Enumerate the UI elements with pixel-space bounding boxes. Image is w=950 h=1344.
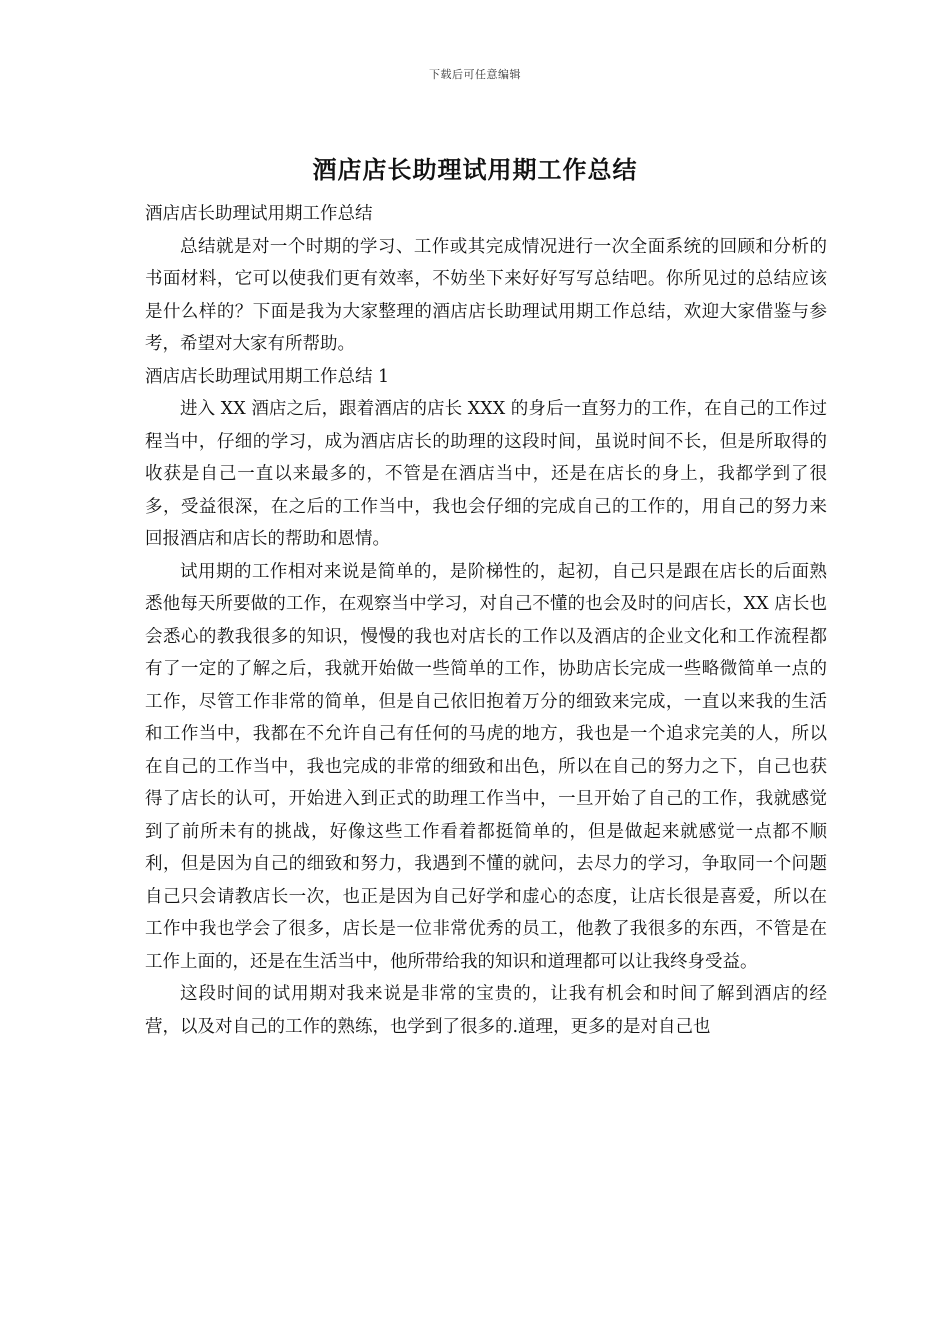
header-note: 下载后可任意编辑 — [429, 68, 521, 81]
intro-paragraph: 总结就是对一个时期的学习、工作或其完成情况进行一次全面系统的回顾和分析的书面材料，它可以使我们更有效率，不妨坐下来好好写写总结吧。你所见过的总结应该是什么样的？下面是我为大家整理的酒店店长助理试用期工作总结，欢迎大家借鉴与参考，希望对大家有所帮助。 — [145, 236, 827, 354]
subtitle-paragraph: 酒店店长助理试用期工作总结 — [145, 204, 373, 224]
section-heading: 酒店店长助理试用期工作总结 1 — [145, 366, 390, 387]
body-paragraph: 进入 XX 酒店之后，跟着酒店的店长 XXX 的身后一直努力的工作，在自己的工作过程当中，仔细的学习，成为酒店店长的助理的这段时间，虽说时间不长，但是所取得的收获是自己一直以来最多的，不管是在酒店当中，还是在店长的身上，我都学到了很多，受益很深，在之后的工作当中，我也会仔细的完成自己的工作的，用自己的努力来回报酒店和店长的帮助和恩情。 — [145, 399, 827, 549]
document-body — [145, 198, 827, 1043]
page-title: 酒店店长助理试用期工作总结 — [312, 155, 638, 184]
body-paragraph: 试用期的工作相对来说是简单的，是阶梯性的，起初，自己只是跟在店长的后面熟悉他每天所要做的工作，在观察当中学习，对自己不懂的也会及时的问店长，XX 店长也会悉心的教我很多的知识，慢慢的我也对店长的工作以及酒店的企业文化和工作流程都有了一定的了解之后，我就开始做一些简单的工作，协助店长完成一些略微简单一点的工作，尽管工作非常的简单，但是自己依旧抱着万分的细致来完成，一直以来我的生活和工作当中，我都在不允许自己有任何的马虎的地方，我也是一个追求完美的人，所以在自己的工作当中，我也完成的非常的细致和出色，所以在自己的努力之下，自己也获得了店长的认可，开始进入到正式的助理工作当中，一旦开始了自己的工作，我就感觉到了前所未有的挑战，好像这些工作看着都挺简单的，但是做起来就感觉一点都不顺利，但是因为自己的细致和努力，我遇到不懂的就问，去尽力的学习，争取同一个问题自己只会请教店长一次，也正是因为自己好学和虚心的态度，让店长很是喜爱，所以在工作中我也学会了很多，店长是一位非常优秀的员工，他教了我很多的东西，不管是在工作上面的，还是在生活当中，他所带给我的知识和道理都可以让我终身受益。 — [145, 561, 827, 972]
body-paragraph: 这段时间的试用期对我来说是非常的宝贵的，让我有机会和时间了解到酒店的经营，以及对自己的工作的熟练，也学到了很多的.道理，更多的是对自己也 — [145, 984, 827, 1037]
